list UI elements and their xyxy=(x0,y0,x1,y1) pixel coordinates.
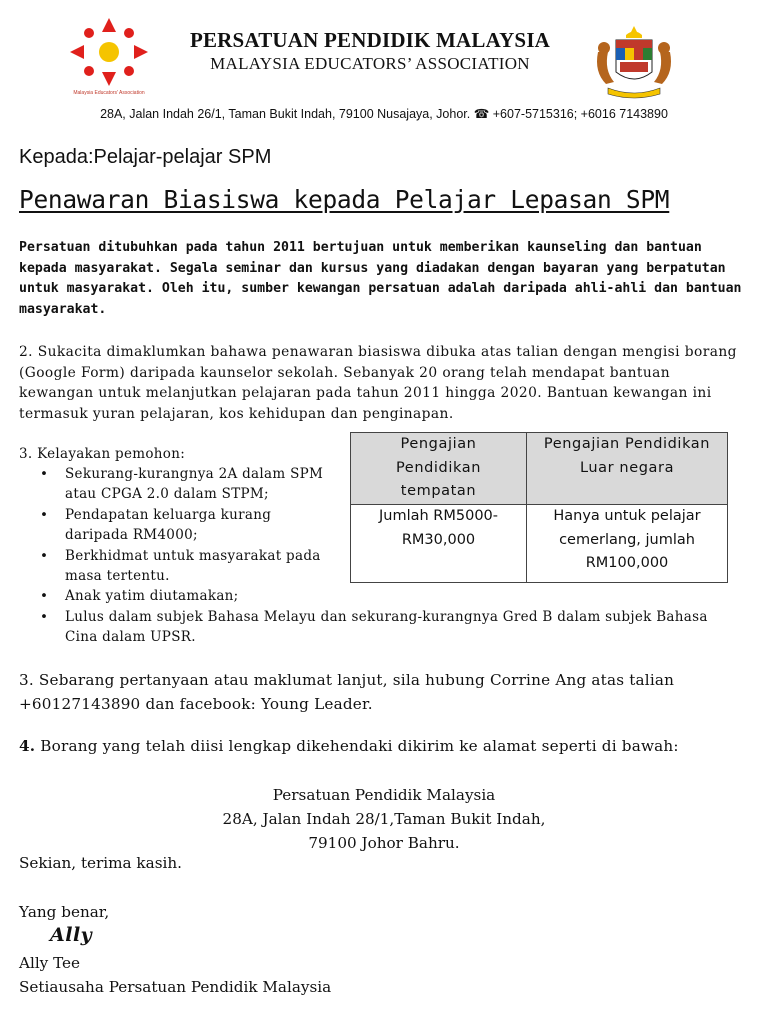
paragraph-submission-text: Borang yang telah diisi lengkap dikehendaki dikirim ke alamat seperti di bawah: xyxy=(35,737,679,755)
mailing-address xyxy=(0,783,768,855)
paragraph-contact: 3. Sebarang pertanyaan atau maklumat lanjut, sila hubung Corrine Ang atas talian +60127143890 dan facebook: Young Leader. xyxy=(19,671,675,713)
signer-position: Setiausaha Persatuan Pendidik Malaysia xyxy=(19,978,332,996)
coat-of-arms-icon xyxy=(590,22,678,102)
list-item: • Berkhidmat untuk masyarakat pada masa tertentu. xyxy=(40,546,330,587)
paragraph-scholarship-offer: 2. Sukacita dimaklumkan bahawa penawaran biasiswa dibuka atas talian dengan mengisi borang (Google Form) daripada kaunselor sekolah. Sebanyak 20 orang telah mendapat bantuan kewangan untuk melanjutkan pelajaran pada tahun 2011 hingga 2020. Bantuan kewangan ini termasuk yuran pelajaran, kos kehidupan dan penginapan. xyxy=(19,344,737,422)
list-item: • Sekurang-kurangnya 2A dalam SPM atau CPGA 2.0 dalam STPM; xyxy=(40,464,330,505)
paragraph-submission xyxy=(19,734,759,758)
letter-title: Penawaran Biasiswa kepada Pelajar Lepasan SPM xyxy=(19,185,670,214)
closing-line: Sekian, terima kasih. xyxy=(19,854,182,872)
logo-caption: Malaysia Educators' Association xyxy=(73,90,145,96)
mailing-address-line: Persatuan Pendidik Malaysia xyxy=(272,786,496,804)
paragraph-introduction: Persatuan ditubuhkan pada tahun 2011 bertujuan untuk memberikan kaunseling dan bantuan kepada masyarakat. Segala seminar dan kursus yang diadakan dengan bayaran yang berpatutan untuk masyarakat. Oleh itu, sumber kewangan persatuan adalah daripada ahli-ahli dan bantuan masyarakat. xyxy=(19,240,742,317)
address-line: 28A, Jalan Indah 26/1, Taman Bukit Indah, 79100 Nusajaya, Johor. ☎ +607-5715316; +6016 7143890 xyxy=(100,107,668,121)
eligibility-heading: 3. Kelayakan pemohon: xyxy=(19,446,186,462)
signature: Ally xyxy=(50,924,93,946)
table-cell-overseas-amount: Hanya untuk pelajar cemerlang, jumlah RM100,000 xyxy=(527,505,728,583)
table-header-overseas: Pengajian Pendidikan Luar negara xyxy=(527,433,728,505)
coat-of-arms xyxy=(590,22,678,102)
table-header-local: Pengajian Pendidikan tempatan xyxy=(351,433,527,505)
list-item: • Lulus dalam subjek Bahasa Melayu dan sekurang-kurangnya Gred B dalam subjek Bahasa Cina dalam UPSR. xyxy=(40,607,720,648)
association-logo-icon xyxy=(62,14,156,94)
signer-name: Ally Tee xyxy=(19,954,81,972)
mailing-address-line: 28A, Jalan Indah 28/1,Taman Bukit Indah, xyxy=(222,810,546,828)
funding-table xyxy=(350,432,728,583)
mailing-address-line: 79100 Johor Bahru. xyxy=(308,834,460,852)
list-item: • Anak yatim diutamakan; xyxy=(40,586,720,606)
org-name-malay: PERSATUAN PENDIDIK MALAYSIA xyxy=(189,28,551,52)
association-logo xyxy=(62,14,156,98)
org-name-english: MALAYSIA EDUCATORS’ ASSOCIATION xyxy=(210,54,530,73)
table-cell-local-amount: Jumlah RM5000-RM30,000 xyxy=(351,505,527,583)
recipient-line: Kepada:Pelajar-pelajar SPM xyxy=(19,146,272,168)
list-item: • Pendapatan keluarga kurang daripada RM4000; xyxy=(40,505,330,546)
yours-truly: Yang benar, xyxy=(19,903,110,921)
paragraph-number: 4. xyxy=(19,737,36,755)
